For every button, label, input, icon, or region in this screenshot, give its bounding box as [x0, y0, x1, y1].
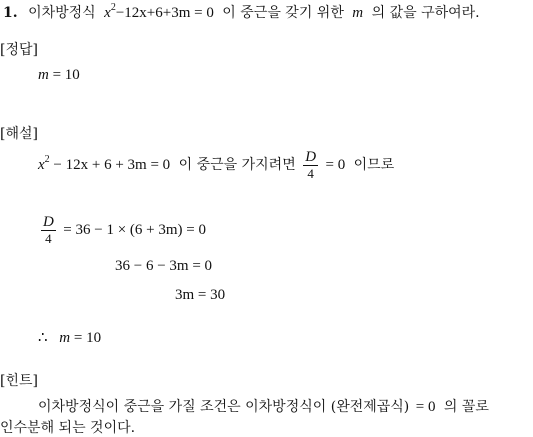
problem-equation [104, 2, 214, 21]
solution-step-2: 36 − 6 − 3m = 0 [115, 258, 213, 274]
therefore-symbol: ∴ [38, 330, 48, 346]
problem-eq-exp: 2 [110, 2, 116, 13]
solution-step-1 [38, 210, 206, 250]
solution-step1-frac-num: D [43, 213, 54, 230]
solution-intro-frac-tail: = 0 [325, 157, 346, 173]
problem-text-pre: 이차방정식 [28, 5, 96, 21]
solution-intro-text-end: 이므로 [353, 157, 395, 173]
conclusion-var: m [59, 330, 71, 346]
hint-line-1 [38, 398, 489, 416]
solution-intro-text: 이 중근을 가지려면 [178, 157, 296, 173]
solution-step1-rhs: = 36 − 1 × (6 + 3m) = 0 [63, 222, 207, 238]
problem-number: 1. [3, 5, 18, 21]
hint-line1-math: = 0 [415, 399, 436, 415]
hint-line-2: 인수분해 되는 것이다. [0, 420, 136, 436]
answer-value: = 10 [52, 67, 80, 83]
solution-conclusion [38, 329, 101, 347]
solution-step1-frac-den: 4 [45, 230, 52, 246]
answer-var: m [38, 67, 49, 83]
solution-label: [해설] [0, 126, 38, 142]
solution-intro-equation [38, 154, 171, 173]
answer-label: [정답] [0, 42, 38, 58]
problem-eq-x: x [104, 5, 111, 21]
problem-var-m: m [352, 5, 364, 21]
solution-intro-fraction [303, 149, 318, 182]
solution-intro-frac-den: 4 [307, 165, 314, 181]
conclusion-value: = 10 [73, 330, 102, 346]
solution-intro-eq-x: x [38, 157, 45, 173]
solution-intro-eq-rest: − 12x + 6 + 3m = 0 [53, 157, 171, 173]
problem-statement [3, 4, 480, 22]
problem-text-post: 의 값을 구하여라. [371, 5, 480, 21]
hint-line1-end: 의 꼴로 [443, 399, 489, 415]
solution-intro-frac-num: D [305, 148, 317, 165]
solution-intro-eq-exp: 2 [44, 154, 50, 165]
answer-equation [38, 66, 80, 84]
hint-label: [힌트] [0, 373, 38, 389]
problem-text-mid: 이 중근을 갖기 위한 [222, 5, 344, 21]
hint-line1-text: 이차방정식이 중근을 가질 조건은 이차방정식이 (완전제곱식) [38, 399, 410, 415]
solution-intro [38, 145, 394, 185]
solution-step-3: 3m = 30 [175, 287, 226, 303]
solution-step1-fraction [41, 214, 56, 247]
problem-eq-rest: −12x+6+3m = 0 [115, 5, 214, 21]
